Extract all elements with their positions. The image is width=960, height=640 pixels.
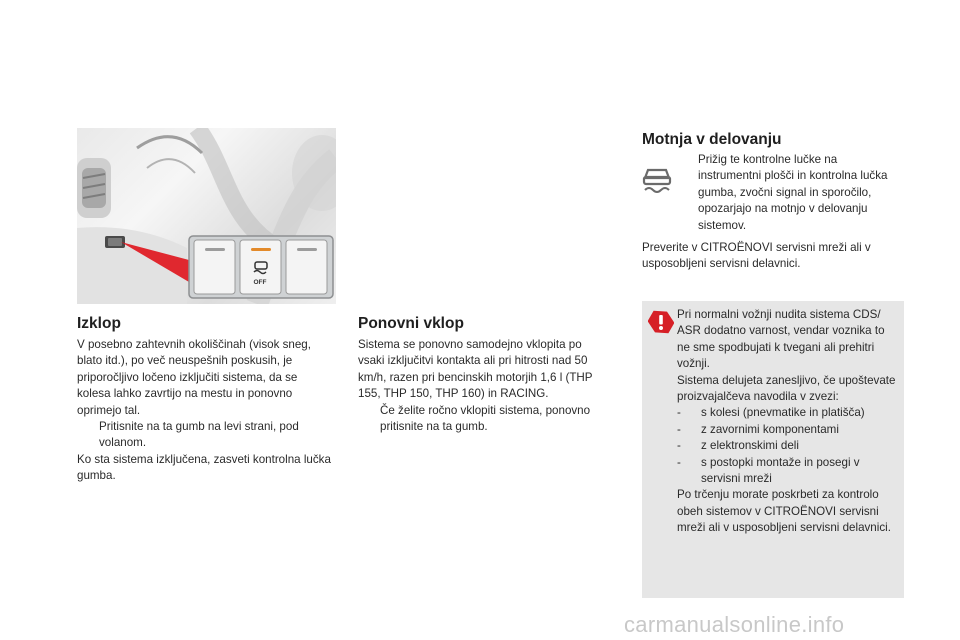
motnja-warning-row <box>642 152 902 234</box>
notice-paragraph-2: Sistema delujeta zanesljivo, če upoštevate proizvajalčeva navodila v zvezi: <box>677 373 896 404</box>
notice-paragraph-1: Pri normalni vožnji nudita sistema CDS/ ASR dodatno varnost, vendar voznika to ne sme spodbujati k tvegani ali prehitri vožnji. <box>677 308 885 371</box>
list-item-text: z zavornimi komponentami <box>701 422 839 436</box>
safety-notice-box <box>642 301 904 598</box>
list-item <box>677 422 899 438</box>
dash-mark: - <box>677 422 681 436</box>
bullet-arrow-icon <box>358 403 380 436</box>
motnja-paragraph: Prižig te kontrolne lučke na instrumentni plošči in kontrolna lučka gumba, zvočni signal in sporočilo, opozarjajo na motnjo v delovanju sistemov. <box>698 153 888 232</box>
bullet-arrow-icon <box>77 419 99 452</box>
notice-content <box>677 307 899 537</box>
skid-warning-icon <box>642 152 698 234</box>
motnja-body <box>642 152 902 273</box>
dashboard-drawing <box>77 128 336 304</box>
off-label: OFF <box>253 279 267 286</box>
izklop-bullet <box>77 419 332 452</box>
izklop-body <box>77 337 332 485</box>
izklop-note: Ko sta sistema izključena, zasveti kontrolna lučka gumba. <box>77 452 331 483</box>
dash-mark: - <box>677 455 681 469</box>
list-item-text: s postopki montaže in posegi v servisni mreži <box>701 455 860 486</box>
dashboard-button-illustration <box>77 128 336 304</box>
izklop-paragraph: V posebno zahtevnih okoliščinah (visok sneg, blato itd.), po več neuspešnih poskusih, je priporočljivo ločeno izključiti sistema, da se kolesa lahko zavrtijo na mestu in ponovno oprimejo tal. <box>77 338 311 417</box>
vklop-body <box>358 337 608 435</box>
notice-paragraph-3: Po trčenju morate poskrbeti za kontrolo obeh sistemov v CITROËNOVI servisni mreži ali v usposobljeni servisni delavnici. <box>677 488 891 535</box>
list-item-text: z elektronskimi deli <box>701 439 799 453</box>
list-item <box>677 455 899 488</box>
vklop-paragraph: Sistema se ponovno samodejno vklopita po vsaki izključitvi kontakta ali pri hitrosti nad 50 km/h, razen pri bencinskih motorjih 1,6 l (THP 155, THP 150, THP 160) in RACING. <box>358 338 593 401</box>
izklop-heading: Izklop <box>77 315 121 332</box>
motnja-service-note: Preverite v CITROËNOVI servisni mreži ali v usposobljeni servisni delavnici. <box>642 241 871 271</box>
list-item-text: s kolesi (pnevmatike in platišča) <box>701 406 865 420</box>
dash-mark: - <box>677 439 681 453</box>
izklop-bullet-text: Pritisnite na ta gumb na levi strani, pod volanom. <box>99 420 299 450</box>
dash-mark: - <box>677 406 681 420</box>
vklop-heading: Ponovni vklop <box>358 315 464 332</box>
list-item <box>677 405 899 421</box>
watermark: carmanualsonline.info <box>624 612 845 637</box>
list-item <box>677 438 899 454</box>
motnja-heading: Motnja v delovanju <box>642 131 782 148</box>
warning-exclamation-icon <box>648 309 674 335</box>
vklop-bullet <box>358 403 608 436</box>
vklop-bullet-text: Če želite ročno vklopiti sistema, ponovno pritisnite na ta gumb. <box>380 403 591 434</box>
